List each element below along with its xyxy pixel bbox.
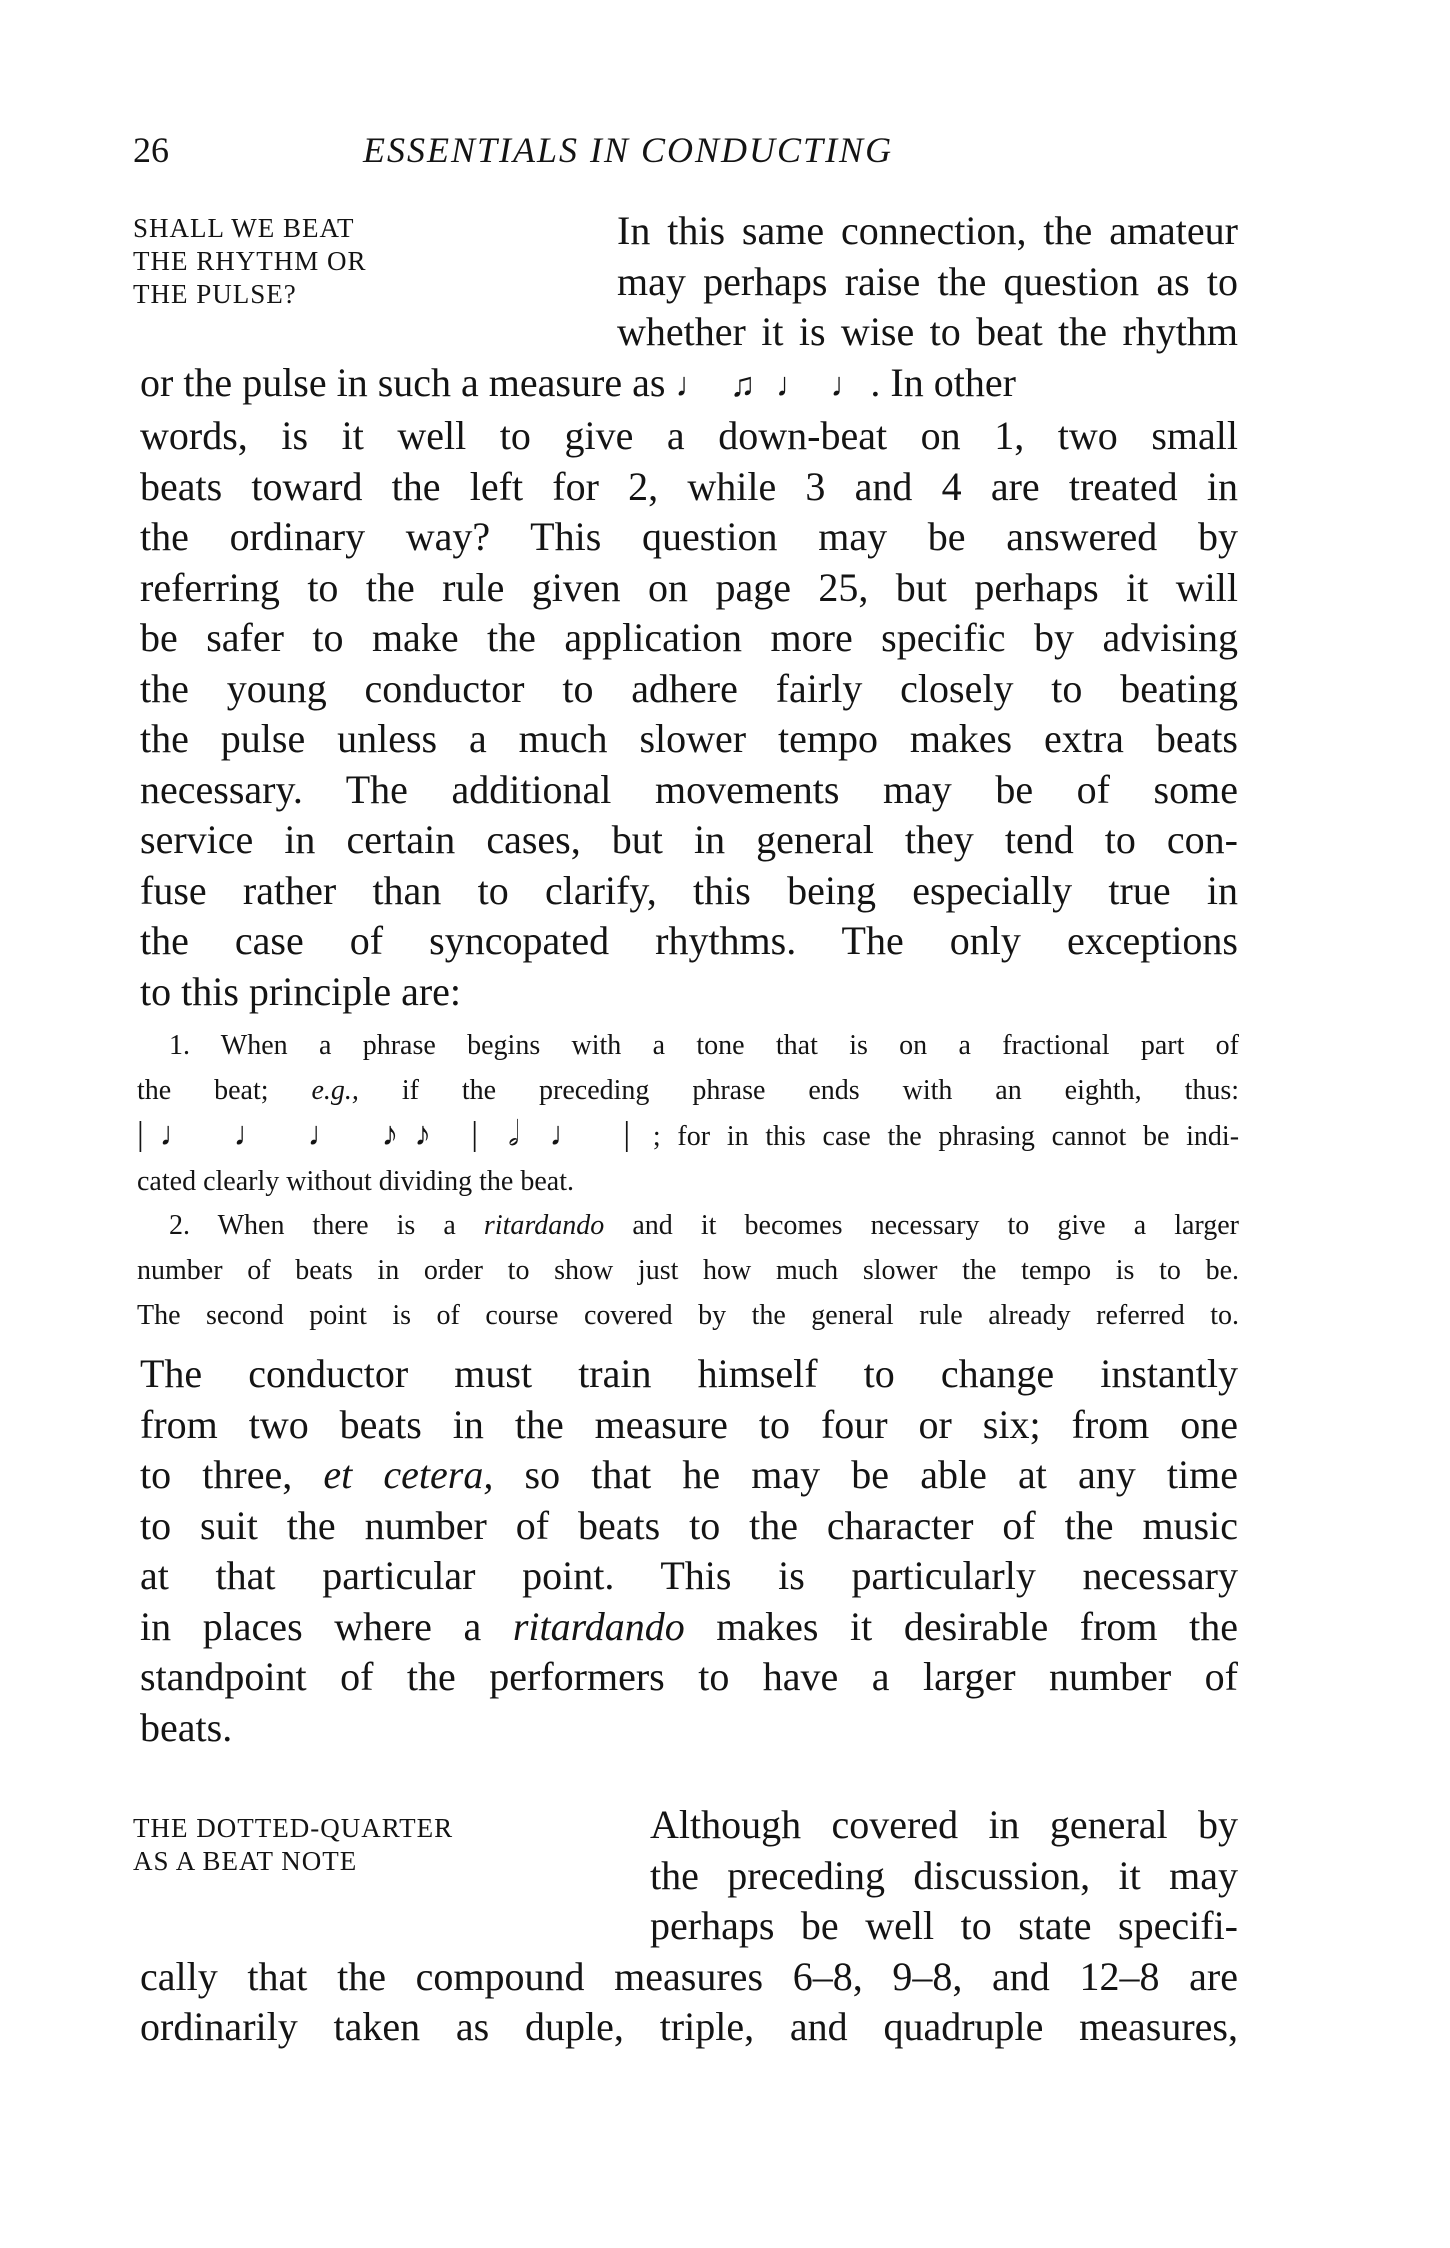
- rhythm-figure-icon: ♩ ♫ ♩ ♩: [675, 366, 871, 404]
- exception-line: [137, 1069, 1239, 1114]
- body-line: [140, 1602, 1238, 1653]
- body-line: whether it is wise to beat the rhythm: [617, 309, 1238, 354]
- section1-body: [140, 206, 1238, 1017]
- body-line: perhaps be well to state specifi-: [650, 1903, 1238, 1948]
- exception-line: [137, 1204, 1239, 1249]
- running-title: ESSENTIALS IN CONDUCTING: [363, 130, 894, 170]
- body-line: referring to the rule given on page 25, but perhaps it will: [140, 564, 1238, 610]
- body-line: to this principle are:: [140, 968, 462, 1014]
- exception-text-italic: e.g.,: [311, 1074, 359, 1106]
- body-line: [140, 358, 1238, 412]
- example-figure-icon: |♩ ♩ ♩ ♪♪ | 𝅗𝅥 ♩ |: [137, 1116, 637, 1154]
- body-line: be safer to make the application more specific by advising: [140, 615, 1238, 660]
- body-line: standpoint of the performers to have a larger number of: [140, 1654, 1238, 1699]
- sidenote-line: THE PULSE?: [133, 279, 297, 309]
- body-line: In this same connection, the amateur: [617, 208, 1238, 253]
- body-line: cally that the compound measures 6–8, 9–8, and 12–8 are: [140, 1953, 1238, 1999]
- running-head: [133, 128, 1233, 172]
- body-text-italic: et cetera,: [323, 1452, 494, 1497]
- body-text: . In other: [870, 359, 1016, 405]
- body-line: fuse rather than to clarify, this being especially true in: [140, 867, 1238, 913]
- body-line: The conductor must train himself to change instantly: [140, 1351, 1238, 1396]
- body-line: the young conductor to adhere fairly closely to beating: [140, 665, 1238, 711]
- exceptions-list: [137, 1024, 1239, 1338]
- exception-text: and it becomes necessary to give a larger: [632, 1210, 1240, 1242]
- exception-text: if the preceding phrase ends with an eighth, thus:: [401, 1074, 1240, 1106]
- body-line: to suit the number of beats to the character of the music: [140, 1502, 1238, 1548]
- body-line: words, is it well to give a down-beat on 1, two small: [140, 413, 1238, 458]
- body-line: the pulse unless a much slower tempo makes extra beats: [140, 716, 1238, 761]
- body-line: at that particular point. This is particularly necessary: [140, 1553, 1238, 1598]
- exception-text: 2. When there is a: [169, 1210, 456, 1242]
- body-text: or the pulse in such a measure as: [140, 359, 666, 405]
- paragraph2-body: [140, 1349, 1238, 1753]
- body-line: necessary. The additional movements may be of some: [140, 766, 1238, 812]
- section2-body: [140, 1800, 1238, 2053]
- body-line: beats.: [140, 1704, 233, 1750]
- body-line: Although covered in general by: [650, 1802, 1238, 1847]
- body-line: ordinarily taken as duple, triple, and quadruple measures,: [140, 2004, 1238, 2049]
- page-number: 26: [133, 130, 169, 170]
- body-text: so that he may be able at any time: [524, 1452, 1238, 1497]
- body-text-italic: ritardando: [512, 1603, 685, 1649]
- sidenote-line: THE DOTTED-QUARTER: [133, 1813, 454, 1843]
- body-line: may perhaps raise the question as to: [617, 258, 1238, 304]
- body-line: the ordinary way? This question may be answered by: [140, 514, 1238, 559]
- body-text: in places where a: [140, 1603, 482, 1649]
- sidenote-line: SHALL WE BEAT: [133, 213, 355, 243]
- exception-line: The second point is of course covered by the general rule already referred to.: [137, 1299, 1239, 1331]
- body-line: service in certain cases, but in general they tend to con-: [140, 817, 1238, 862]
- exception-text-italic: ritardando: [483, 1210, 605, 1242]
- exception-text: the beat;: [137, 1074, 269, 1106]
- exception-line: number of beats in order to show just how much slower the tempo is to be.: [137, 1254, 1239, 1286]
- sidenote-line: AS A BEAT NOTE: [133, 1846, 358, 1876]
- exception-line: cated clearly without dividing the beat.: [137, 1165, 574, 1197]
- exception-line: 1. When a phrase begins with a tone that is on a fractional part of: [169, 1030, 1239, 1061]
- sidenote-line: THE RHYTHM OR: [133, 246, 367, 276]
- body-line: the preceding discussion, it may: [650, 1852, 1238, 1898]
- body-line: beats toward the left for 2, while 3 and 4 are treated in: [140, 463, 1238, 509]
- body-text: makes it desirable from the: [716, 1603, 1238, 1649]
- exception-text: ; for in this case the phrasing cannot be indi-: [652, 1121, 1240, 1153]
- body-line: the case of syncopated rhythms. The only exceptions: [140, 918, 1238, 963]
- exception-line: [137, 1113, 1239, 1160]
- body-text: to three,: [140, 1452, 293, 1497]
- body-line: [140, 1450, 1238, 1501]
- body-line: from two beats in the measure to four or six; from one: [140, 1401, 1238, 1447]
